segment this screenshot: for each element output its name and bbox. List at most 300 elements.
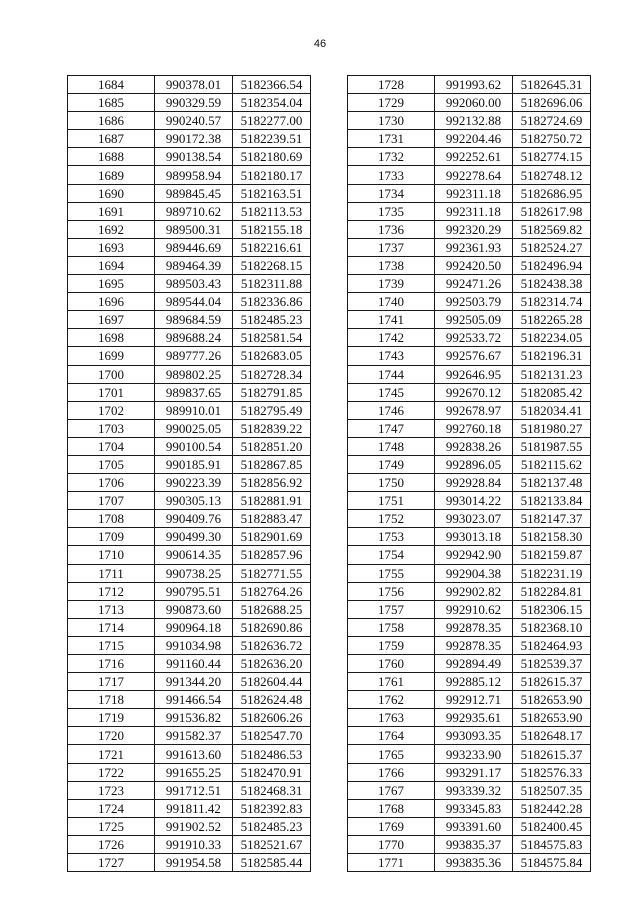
x-coordinate-cell: 993345.83 bbox=[435, 799, 513, 817]
point-number-cell: 1742 bbox=[348, 329, 435, 347]
x-coordinate-cell: 992576.67 bbox=[435, 347, 513, 365]
table-row bbox=[68, 817, 311, 835]
y-coordinate-cell: 5182464.93 bbox=[513, 636, 591, 654]
table-row bbox=[68, 745, 311, 763]
point-number-cell: 1697 bbox=[68, 311, 155, 329]
x-coordinate-cell: 992912.71 bbox=[435, 691, 513, 709]
point-number-cell: 1698 bbox=[68, 329, 155, 347]
x-coordinate-cell: 991712.51 bbox=[155, 781, 233, 799]
x-coordinate-cell: 990329.59 bbox=[155, 94, 233, 112]
y-coordinate-cell: 5184575.83 bbox=[513, 835, 591, 853]
table-row bbox=[348, 94, 591, 112]
y-coordinate-cell: 5182354.04 bbox=[233, 94, 311, 112]
x-coordinate-cell: 992060.00 bbox=[435, 94, 513, 112]
table-row bbox=[68, 582, 311, 600]
x-coordinate-cell: 989845.45 bbox=[155, 184, 233, 202]
y-coordinate-cell: 5182585.44 bbox=[233, 854, 311, 872]
table-row bbox=[348, 275, 591, 293]
table-row bbox=[348, 636, 591, 654]
x-coordinate-cell: 990025.05 bbox=[155, 419, 233, 437]
x-coordinate-cell: 990873.60 bbox=[155, 600, 233, 618]
point-number-cell: 1713 bbox=[68, 600, 155, 618]
table-row bbox=[348, 799, 591, 817]
x-coordinate-cell: 989777.26 bbox=[155, 347, 233, 365]
point-number-cell: 1740 bbox=[348, 293, 435, 311]
point-number-cell: 1758 bbox=[348, 618, 435, 636]
table-row bbox=[68, 763, 311, 781]
y-coordinate-cell: 5182653.90 bbox=[513, 691, 591, 709]
table-row bbox=[68, 636, 311, 654]
point-number-cell: 1771 bbox=[348, 854, 435, 872]
x-coordinate-cell: 992252.61 bbox=[435, 148, 513, 166]
y-coordinate-cell: 5182400.45 bbox=[513, 817, 591, 835]
table-row bbox=[68, 437, 311, 455]
table-row bbox=[348, 383, 591, 401]
table-row bbox=[68, 546, 311, 564]
x-coordinate-cell: 991466.54 bbox=[155, 691, 233, 709]
table-row bbox=[68, 455, 311, 473]
point-number-cell: 1753 bbox=[348, 528, 435, 546]
x-coordinate-cell: 992838.26 bbox=[435, 437, 513, 455]
table-row bbox=[68, 709, 311, 727]
point-number-cell: 1711 bbox=[68, 564, 155, 582]
table-row bbox=[68, 854, 311, 872]
point-number-cell: 1708 bbox=[68, 510, 155, 528]
x-coordinate-cell: 992935.61 bbox=[435, 709, 513, 727]
table-row bbox=[68, 238, 311, 256]
table-row bbox=[348, 419, 591, 437]
y-coordinate-cell: 5182653.90 bbox=[513, 709, 591, 727]
table-row bbox=[68, 112, 311, 130]
x-coordinate-cell: 992533.72 bbox=[435, 329, 513, 347]
x-coordinate-cell: 993835.36 bbox=[435, 854, 513, 872]
y-coordinate-cell: 5182216.61 bbox=[233, 238, 311, 256]
x-coordinate-cell: 993339.32 bbox=[435, 781, 513, 799]
table-row bbox=[68, 528, 311, 546]
point-number-cell: 1706 bbox=[68, 474, 155, 492]
x-coordinate-cell: 989464.39 bbox=[155, 256, 233, 274]
y-coordinate-cell: 5182486.53 bbox=[233, 745, 311, 763]
y-coordinate-cell: 5182636.72 bbox=[233, 636, 311, 654]
x-coordinate-cell: 990499.30 bbox=[155, 528, 233, 546]
point-number-cell: 1756 bbox=[348, 582, 435, 600]
table-row bbox=[348, 546, 591, 564]
point-number-cell: 1741 bbox=[348, 311, 435, 329]
y-coordinate-cell: 5182131.23 bbox=[513, 365, 591, 383]
point-number-cell: 1739 bbox=[348, 275, 435, 293]
y-coordinate-cell: 5182311.88 bbox=[233, 275, 311, 293]
table-row bbox=[68, 130, 311, 148]
point-number-cell: 1734 bbox=[348, 184, 435, 202]
point-number-cell: 1692 bbox=[68, 220, 155, 238]
y-coordinate-cell: 5182771.55 bbox=[233, 564, 311, 582]
x-coordinate-cell: 992904.38 bbox=[435, 564, 513, 582]
y-coordinate-cell: 5182366.54 bbox=[233, 76, 311, 94]
x-coordinate-cell: 991344.20 bbox=[155, 673, 233, 691]
x-coordinate-cell: 990223.39 bbox=[155, 474, 233, 492]
x-coordinate-cell: 989500.31 bbox=[155, 220, 233, 238]
point-number-cell: 1744 bbox=[348, 365, 435, 383]
point-number-cell: 1694 bbox=[68, 256, 155, 274]
point-number-cell: 1767 bbox=[348, 781, 435, 799]
x-coordinate-cell: 993023.07 bbox=[435, 510, 513, 528]
x-coordinate-cell: 992503.79 bbox=[435, 293, 513, 311]
y-coordinate-cell: 5182392.83 bbox=[233, 799, 311, 817]
point-number-cell: 1703 bbox=[68, 419, 155, 437]
point-number-cell: 1686 bbox=[68, 112, 155, 130]
point-number-cell: 1746 bbox=[348, 401, 435, 419]
point-number-cell: 1766 bbox=[348, 763, 435, 781]
table-row bbox=[68, 564, 311, 582]
point-number-cell: 1717 bbox=[68, 673, 155, 691]
point-number-cell: 1704 bbox=[68, 437, 155, 455]
table-row bbox=[348, 727, 591, 745]
x-coordinate-cell: 992928.84 bbox=[435, 474, 513, 492]
point-number-cell: 1719 bbox=[68, 709, 155, 727]
page-number: 46 bbox=[313, 38, 327, 50]
x-coordinate-cell: 993013.18 bbox=[435, 528, 513, 546]
point-number-cell: 1726 bbox=[68, 835, 155, 853]
table-row bbox=[348, 76, 591, 94]
point-number-cell: 1701 bbox=[68, 383, 155, 401]
y-coordinate-cell: 5182147.37 bbox=[513, 510, 591, 528]
x-coordinate-cell: 990738.25 bbox=[155, 564, 233, 582]
table-row bbox=[348, 474, 591, 492]
point-number-cell: 1684 bbox=[68, 76, 155, 94]
point-number-cell: 1765 bbox=[348, 745, 435, 763]
table-row bbox=[68, 799, 311, 817]
x-coordinate-cell: 990240.57 bbox=[155, 112, 233, 130]
x-coordinate-cell: 992132.88 bbox=[435, 112, 513, 130]
x-coordinate-cell: 989910.01 bbox=[155, 401, 233, 419]
point-number-cell: 1716 bbox=[68, 655, 155, 673]
x-coordinate-cell: 992311.18 bbox=[435, 184, 513, 202]
x-coordinate-cell: 989684.59 bbox=[155, 311, 233, 329]
y-coordinate-cell: 5182539.37 bbox=[513, 655, 591, 673]
point-number-cell: 1751 bbox=[348, 492, 435, 510]
table-row bbox=[68, 365, 311, 383]
y-coordinate-cell: 5182368.10 bbox=[513, 618, 591, 636]
x-coordinate-cell: 991902.52 bbox=[155, 817, 233, 835]
x-coordinate-cell: 992902.82 bbox=[435, 582, 513, 600]
y-coordinate-cell: 5182604.44 bbox=[233, 673, 311, 691]
table-row bbox=[68, 293, 311, 311]
y-coordinate-cell: 5182648.17 bbox=[513, 727, 591, 745]
point-number-cell: 1693 bbox=[68, 238, 155, 256]
y-coordinate-cell: 5182774.15 bbox=[513, 148, 591, 166]
table-row bbox=[348, 437, 591, 455]
point-number-cell: 1705 bbox=[68, 455, 155, 473]
x-coordinate-cell: 991954.58 bbox=[155, 854, 233, 872]
point-number-cell: 1699 bbox=[68, 347, 155, 365]
x-coordinate-cell: 990964.18 bbox=[155, 618, 233, 636]
point-number-cell: 1689 bbox=[68, 166, 155, 184]
table-row bbox=[348, 347, 591, 365]
x-coordinate-cell: 992505.09 bbox=[435, 311, 513, 329]
point-number-cell: 1700 bbox=[68, 365, 155, 383]
point-number-cell: 1755 bbox=[348, 564, 435, 582]
table-row bbox=[68, 727, 311, 745]
table-row bbox=[68, 655, 311, 673]
y-coordinate-cell: 5182115.62 bbox=[513, 455, 591, 473]
x-coordinate-cell: 990614.35 bbox=[155, 546, 233, 564]
point-number-cell: 1695 bbox=[68, 275, 155, 293]
point-number-cell: 1712 bbox=[68, 582, 155, 600]
y-coordinate-cell: 5182496.94 bbox=[513, 256, 591, 274]
y-coordinate-cell: 5182881.91 bbox=[233, 492, 311, 510]
point-number-cell: 1760 bbox=[348, 655, 435, 673]
x-coordinate-cell: 991034.98 bbox=[155, 636, 233, 654]
y-coordinate-cell: 5182839.22 bbox=[233, 419, 311, 437]
point-number-cell: 1724 bbox=[68, 799, 155, 817]
table-row bbox=[68, 275, 311, 293]
table-row bbox=[68, 256, 311, 274]
y-coordinate-cell: 5182442.28 bbox=[513, 799, 591, 817]
point-number-cell: 1721 bbox=[68, 745, 155, 763]
y-coordinate-cell: 5182277.00 bbox=[233, 112, 311, 130]
point-number-cell: 1707 bbox=[68, 492, 155, 510]
table-row bbox=[348, 564, 591, 582]
point-number-cell: 1735 bbox=[348, 202, 435, 220]
y-coordinate-cell: 5181987.55 bbox=[513, 437, 591, 455]
point-number-cell: 1725 bbox=[68, 817, 155, 835]
y-coordinate-cell: 5182547.70 bbox=[233, 727, 311, 745]
x-coordinate-cell: 992320.29 bbox=[435, 220, 513, 238]
y-coordinate-cell: 5182158.30 bbox=[513, 528, 591, 546]
x-coordinate-cell: 990138.54 bbox=[155, 148, 233, 166]
table-row bbox=[68, 166, 311, 184]
x-coordinate-cell: 991536.82 bbox=[155, 709, 233, 727]
table-row bbox=[348, 166, 591, 184]
y-coordinate-cell: 5182196.31 bbox=[513, 347, 591, 365]
point-number-cell: 1736 bbox=[348, 220, 435, 238]
x-coordinate-cell: 989503.43 bbox=[155, 275, 233, 293]
point-number-cell: 1764 bbox=[348, 727, 435, 745]
y-coordinate-cell: 5182696.06 bbox=[513, 94, 591, 112]
y-coordinate-cell: 5182314.74 bbox=[513, 293, 591, 311]
point-number-cell: 1722 bbox=[68, 763, 155, 781]
x-coordinate-cell: 993233.90 bbox=[435, 745, 513, 763]
y-coordinate-cell: 5182645.31 bbox=[513, 76, 591, 94]
point-number-cell: 1737 bbox=[348, 238, 435, 256]
table-row bbox=[348, 781, 591, 799]
y-coordinate-cell: 5182133.84 bbox=[513, 492, 591, 510]
y-coordinate-cell: 5182180.17 bbox=[233, 166, 311, 184]
x-coordinate-cell: 991811.42 bbox=[155, 799, 233, 817]
x-coordinate-cell: 992878.35 bbox=[435, 636, 513, 654]
y-coordinate-cell: 5182159.87 bbox=[513, 546, 591, 564]
y-coordinate-cell: 5182180.69 bbox=[233, 148, 311, 166]
point-number-cell: 1743 bbox=[348, 347, 435, 365]
point-number-cell: 1752 bbox=[348, 510, 435, 528]
x-coordinate-cell: 991910.33 bbox=[155, 835, 233, 853]
table-row bbox=[68, 419, 311, 437]
y-coordinate-cell: 5182683.05 bbox=[233, 347, 311, 365]
point-number-cell: 1688 bbox=[68, 148, 155, 166]
x-coordinate-cell: 990409.76 bbox=[155, 510, 233, 528]
table-row bbox=[348, 763, 591, 781]
y-coordinate-cell: 5182485.23 bbox=[233, 817, 311, 835]
y-coordinate-cell: 5182569.82 bbox=[513, 220, 591, 238]
point-number-cell: 1770 bbox=[348, 835, 435, 853]
x-coordinate-cell: 992204.46 bbox=[435, 130, 513, 148]
y-coordinate-cell: 5182576.33 bbox=[513, 763, 591, 781]
y-coordinate-cell: 5182265.28 bbox=[513, 311, 591, 329]
point-number-cell: 1757 bbox=[348, 600, 435, 618]
table-row bbox=[348, 600, 591, 618]
table-row bbox=[348, 673, 591, 691]
table-row bbox=[68, 220, 311, 238]
point-number-cell: 1759 bbox=[348, 636, 435, 654]
x-coordinate-cell: 989544.04 bbox=[155, 293, 233, 311]
y-coordinate-cell: 5182791.85 bbox=[233, 383, 311, 401]
x-coordinate-cell: 992311.18 bbox=[435, 202, 513, 220]
table-row bbox=[68, 835, 311, 853]
table-row bbox=[68, 600, 311, 618]
x-coordinate-cell: 989446.69 bbox=[155, 238, 233, 256]
table-row bbox=[68, 311, 311, 329]
point-number-cell: 1690 bbox=[68, 184, 155, 202]
x-coordinate-cell: 992910.62 bbox=[435, 600, 513, 618]
y-coordinate-cell: 5182795.49 bbox=[233, 401, 311, 419]
x-coordinate-cell: 992646.95 bbox=[435, 365, 513, 383]
x-coordinate-cell: 990795.51 bbox=[155, 582, 233, 600]
y-coordinate-cell: 5182856.92 bbox=[233, 474, 311, 492]
x-coordinate-cell: 990305.13 bbox=[155, 492, 233, 510]
x-coordinate-cell: 993093.35 bbox=[435, 727, 513, 745]
table-row bbox=[348, 220, 591, 238]
table-row bbox=[68, 510, 311, 528]
point-number-cell: 1727 bbox=[68, 854, 155, 872]
x-coordinate-cell: 992896.05 bbox=[435, 455, 513, 473]
table-row bbox=[348, 455, 591, 473]
table-row bbox=[68, 618, 311, 636]
table-row bbox=[348, 854, 591, 872]
table-row bbox=[68, 184, 311, 202]
y-coordinate-cell: 5182234.05 bbox=[513, 329, 591, 347]
point-number-cell: 1687 bbox=[68, 130, 155, 148]
y-coordinate-cell: 5182606.26 bbox=[233, 709, 311, 727]
x-coordinate-cell: 992760.18 bbox=[435, 419, 513, 437]
point-number-cell: 1710 bbox=[68, 546, 155, 564]
table-row bbox=[348, 709, 591, 727]
y-coordinate-cell: 5182624.48 bbox=[233, 691, 311, 709]
y-coordinate-cell: 5182085.42 bbox=[513, 383, 591, 401]
y-coordinate-cell: 5182615.37 bbox=[513, 673, 591, 691]
point-number-cell: 1750 bbox=[348, 474, 435, 492]
y-coordinate-cell: 5182688.25 bbox=[233, 600, 311, 618]
point-number-cell: 1723 bbox=[68, 781, 155, 799]
x-coordinate-cell: 992361.93 bbox=[435, 238, 513, 256]
y-coordinate-cell: 5182239.51 bbox=[233, 130, 311, 148]
point-number-cell: 1733 bbox=[348, 166, 435, 184]
table-row bbox=[348, 130, 591, 148]
x-coordinate-cell: 993835.37 bbox=[435, 835, 513, 853]
point-number-cell: 1738 bbox=[348, 256, 435, 274]
table-row bbox=[348, 618, 591, 636]
x-coordinate-cell: 993291.17 bbox=[435, 763, 513, 781]
y-coordinate-cell: 5182750.72 bbox=[513, 130, 591, 148]
y-coordinate-cell: 5182615.37 bbox=[513, 745, 591, 763]
point-number-cell: 1715 bbox=[68, 636, 155, 654]
y-coordinate-cell: 5182686.95 bbox=[513, 184, 591, 202]
x-coordinate-cell: 989958.94 bbox=[155, 166, 233, 184]
x-coordinate-cell: 992670.12 bbox=[435, 383, 513, 401]
y-coordinate-cell: 5182901.69 bbox=[233, 528, 311, 546]
y-coordinate-cell: 5182268.15 bbox=[233, 256, 311, 274]
y-coordinate-cell: 5182163.51 bbox=[233, 184, 311, 202]
table-row bbox=[348, 202, 591, 220]
x-coordinate-cell: 992678.97 bbox=[435, 401, 513, 419]
point-number-cell: 1763 bbox=[348, 709, 435, 727]
table-row bbox=[68, 202, 311, 220]
table-row bbox=[68, 94, 311, 112]
table-row bbox=[68, 781, 311, 799]
x-coordinate-cell: 991160.44 bbox=[155, 655, 233, 673]
point-number-cell: 1696 bbox=[68, 293, 155, 311]
table-row bbox=[348, 184, 591, 202]
y-coordinate-cell: 5182851.20 bbox=[233, 437, 311, 455]
point-number-cell: 1754 bbox=[348, 546, 435, 564]
x-coordinate-cell: 991613.60 bbox=[155, 745, 233, 763]
x-coordinate-cell: 989688.24 bbox=[155, 329, 233, 347]
point-number-cell: 1709 bbox=[68, 528, 155, 546]
y-coordinate-cell: 5182485.23 bbox=[233, 311, 311, 329]
table-row bbox=[348, 148, 591, 166]
y-coordinate-cell: 5182636.20 bbox=[233, 655, 311, 673]
x-coordinate-cell: 991993.62 bbox=[435, 76, 513, 94]
table-row bbox=[348, 510, 591, 528]
point-number-cell: 1718 bbox=[68, 691, 155, 709]
y-coordinate-cell: 5182468.31 bbox=[233, 781, 311, 799]
x-coordinate-cell: 989837.65 bbox=[155, 383, 233, 401]
y-coordinate-cell: 5182306.15 bbox=[513, 600, 591, 618]
x-coordinate-cell: 992942.90 bbox=[435, 546, 513, 564]
y-coordinate-cell: 5182438.38 bbox=[513, 275, 591, 293]
y-coordinate-cell: 5182137.48 bbox=[513, 474, 591, 492]
table-row bbox=[68, 383, 311, 401]
table-row bbox=[348, 365, 591, 383]
table-row bbox=[68, 691, 311, 709]
coordinates-table-right bbox=[347, 75, 591, 872]
x-coordinate-cell: 990172.38 bbox=[155, 130, 233, 148]
y-coordinate-cell: 5182883.47 bbox=[233, 510, 311, 528]
x-coordinate-cell: 990378.01 bbox=[155, 76, 233, 94]
table-row bbox=[348, 817, 591, 835]
x-coordinate-cell: 992878.35 bbox=[435, 618, 513, 636]
point-number-cell: 1762 bbox=[348, 691, 435, 709]
y-coordinate-cell: 5182034.41 bbox=[513, 401, 591, 419]
table-row bbox=[348, 112, 591, 130]
y-coordinate-cell: 5184575.84 bbox=[513, 854, 591, 872]
y-coordinate-cell: 5182284.81 bbox=[513, 582, 591, 600]
y-coordinate-cell: 5182524.27 bbox=[513, 238, 591, 256]
table-row bbox=[348, 401, 591, 419]
y-coordinate-cell: 5182690.86 bbox=[233, 618, 311, 636]
x-coordinate-cell: 990100.54 bbox=[155, 437, 233, 455]
y-coordinate-cell: 5182231.19 bbox=[513, 564, 591, 582]
table-row bbox=[68, 347, 311, 365]
y-coordinate-cell: 5182617.98 bbox=[513, 202, 591, 220]
point-number-cell: 1729 bbox=[348, 94, 435, 112]
y-coordinate-cell: 5182724.69 bbox=[513, 112, 591, 130]
point-number-cell: 1720 bbox=[68, 727, 155, 745]
y-coordinate-cell: 5182581.54 bbox=[233, 329, 311, 347]
table-row bbox=[68, 76, 311, 94]
table-row bbox=[348, 835, 591, 853]
table-row bbox=[348, 582, 591, 600]
point-number-cell: 1730 bbox=[348, 112, 435, 130]
